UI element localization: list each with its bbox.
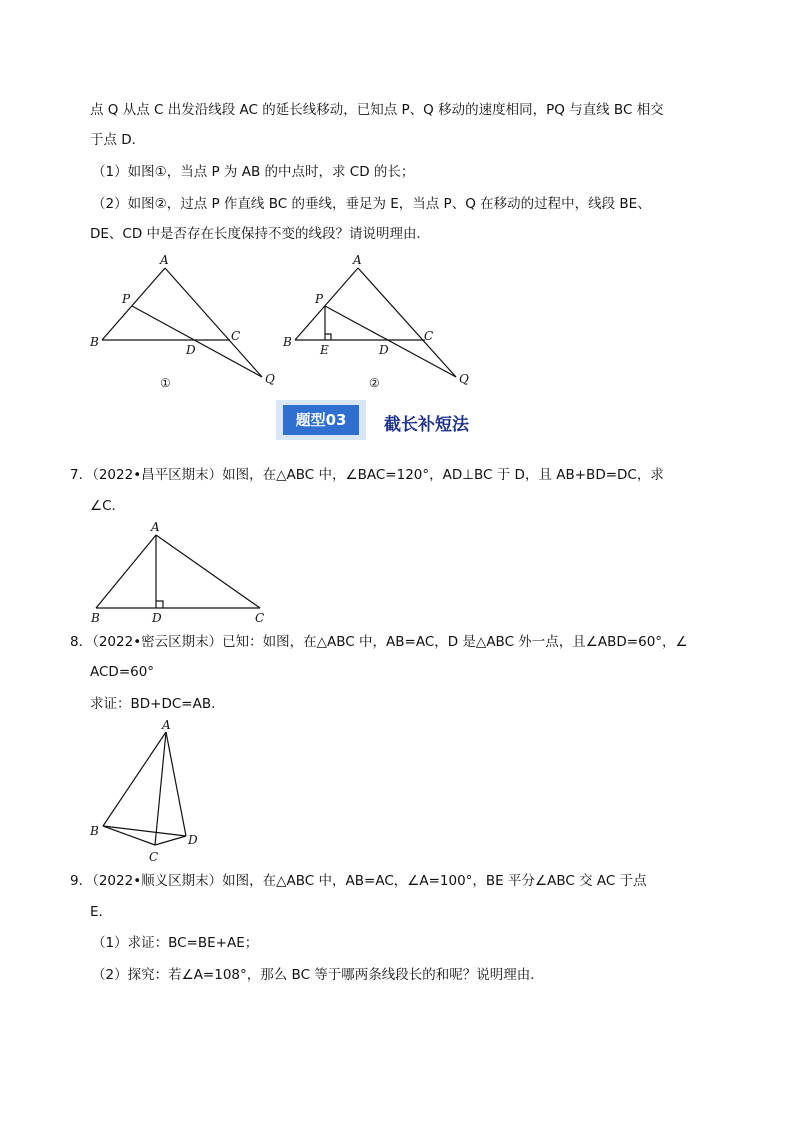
segment-cd [155,836,186,845]
q8-label-b: B [90,824,99,838]
q9-part1: （1）求证：BC=BE+AE； [92,935,259,951]
q9-text-line1: 9．（2022•顺义区期末）如图，在△ABC 中，AB=AC，∠A=100°，BE 平分∠ABC 交 AC 于点 [70,873,647,889]
segment-ac [155,732,166,845]
q7-text-line2: ∠C． [90,498,126,514]
fig1-label-b: B [90,335,99,349]
q9-text-line2: E． [90,904,113,920]
fig2-label-a: A [353,253,362,267]
section-title: 截长补短法 [384,415,469,435]
q7-label-b: B [91,611,100,625]
q8-text-line2: ACD=60° [90,664,155,680]
q6-part2-line1: （2）如图②，过点 P 作直线 BC 的垂线，垂足为 E，当点 P、Q 在移动的过程中，线段 BE、 [92,196,651,212]
q7-label-a: A [151,520,160,534]
fig1-label-d: D [186,343,196,357]
fig1-label-p: P [122,292,131,306]
q7-text-line1: 7．（2022•昌平区期末）如图，在△ABC 中，∠BAC=120°，AD⊥BC 于 D，且 AB+BD=DC，求 [70,467,664,483]
q8-label-a: A [162,718,171,732]
fig1-label-q: Q [265,372,275,386]
fig2-label-q: Q [459,372,469,386]
fig2-label-p: P [315,292,324,306]
fig1-label-a: A [160,253,169,267]
segment-ad [166,732,186,836]
q6-part1: （1）如图①，当点 P 为 AB 的中点时，求 CD 的长； [92,164,415,180]
fig2-label-b: B [283,335,292,349]
q8-text-line3: 求证：BD+DC=AB． [90,696,225,712]
fig2-label-d: D [379,343,389,357]
fig2-label-c: C [424,329,434,343]
fig1-caption: ① [160,376,171,390]
q7-label-d: D [152,611,162,625]
q6-text-line1: 点 Q 从点 C 出发沿线段 AC 的延长线移动，已知点 P、Q 移动的速度相同，PQ 与直线 BC 相交 [90,102,664,118]
q6-part2-line2: DE、CD 中是否存在长度保持不变的线段？请说明理由． [90,226,431,242]
q8-label-c: C [149,850,159,864]
fig1-label-c: C [231,329,241,343]
segment-ab [103,732,166,826]
q7-label-c: C [255,611,265,625]
q8-text-line1: 8．（2022•密云区期末）已知：如图，在△ABC 中，AB=AC，D 是△ABC 外一点，且∠ABD=60°，∠ [70,634,688,650]
q9-part2: （2）探究：若∠A=108°，那么 BC 等于哪两条线段长的和呢？说明理由． [92,967,544,983]
fig2-caption: ② [369,376,380,390]
q6-text-line2: 于点 D． [90,132,146,148]
section-badge: 题型03 [283,405,359,435]
fig2-label-e: E [320,343,329,357]
q8-label-d: D [188,833,198,847]
